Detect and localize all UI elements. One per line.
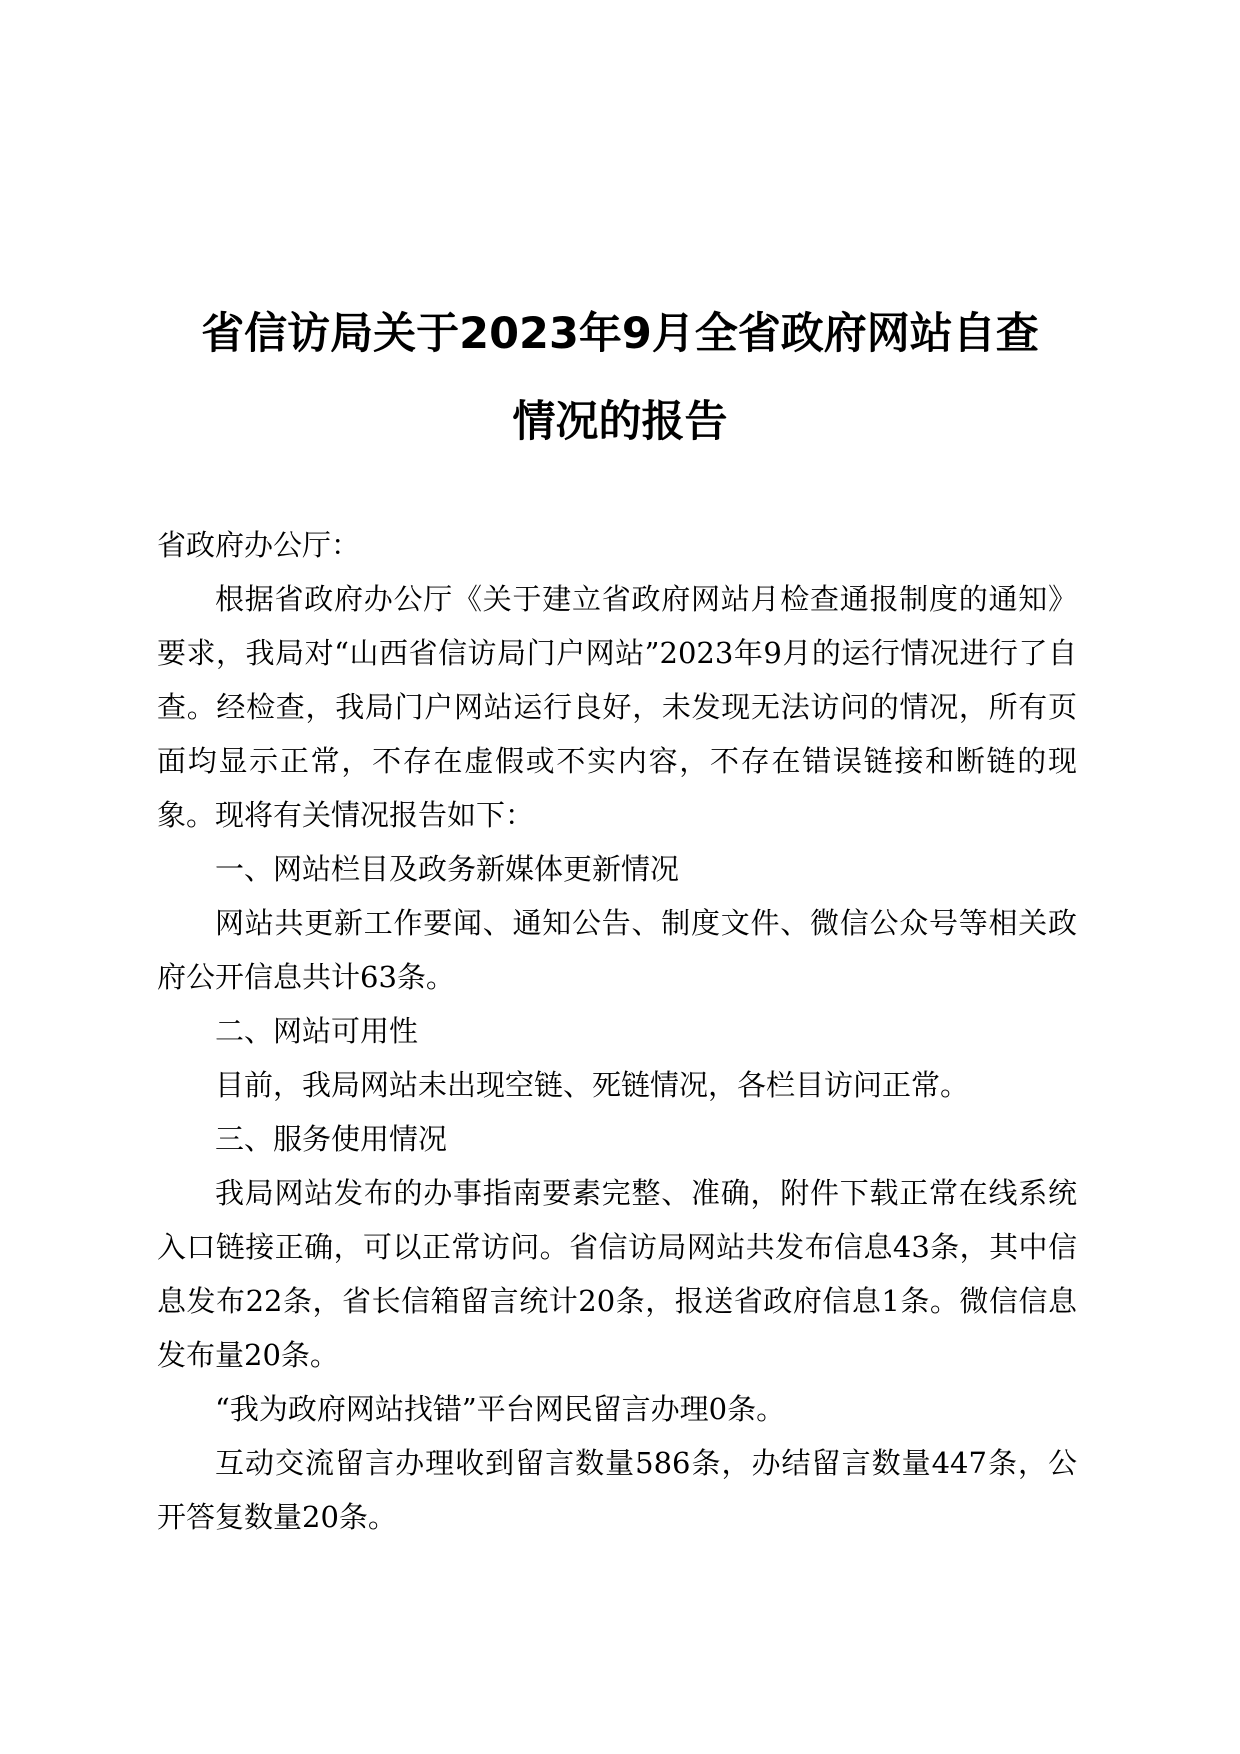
section-3-paragraph-2: “我为政府网站找错”平台网民留言办理0条。 [215, 1392, 786, 1426]
intro-paragraph: 根据省政府办公厅《关于建立省政府网站月检查通报制度的通知》要求，我局对“山西省信访局门户网站”2023年9月的运行情况进行了自查。经检查，我局门户网站运行良好，未发现无法访问的情况，所有页面均显示正常，不存在虚假或不实内容，不存在错误链接和断链的现象。现将有关情况报告如下： [157, 582, 1077, 832]
document-title-line-1: 省信访局关于2023年9月全省政府网站自查 [201, 309, 1039, 359]
section-2-heading: 二、网站可用性 [215, 1014, 419, 1048]
salutation: 省政府办公厅： [157, 528, 361, 562]
section-3-paragraph-1: 我局网站发布的办事指南要素完整、准确，附件下载正常在线系统入口链接正确，可以正常访问。省信访局网站共发布信息43条，其中信息发布22条，省长信箱留言统计20条，报送省政府信息1条。微信信息发布量20条。 [157, 1176, 1077, 1372]
section-3-heading: 三、服务使用情况 [215, 1122, 448, 1156]
section-3-paragraph-3: 互动交流留言办理收到留言数量586条，办结留言数量447条，公开答复数量20条。 [157, 1446, 1077, 1534]
document-title-line-2: 情况的报告 [512, 397, 728, 447]
section-1-heading: 一、网站栏目及政务新媒体更新情况 [215, 852, 680, 886]
document-body [157, 518, 1077, 1544]
section-2-paragraph: 目前，我局网站未出现空链、死链情况，各栏目访问正常。 [215, 1068, 970, 1102]
section-1-paragraph: 网站共更新工作要闻、通知公告、制度文件、微信公众号等相关政府公开信息共计63条。 [157, 906, 1077, 994]
